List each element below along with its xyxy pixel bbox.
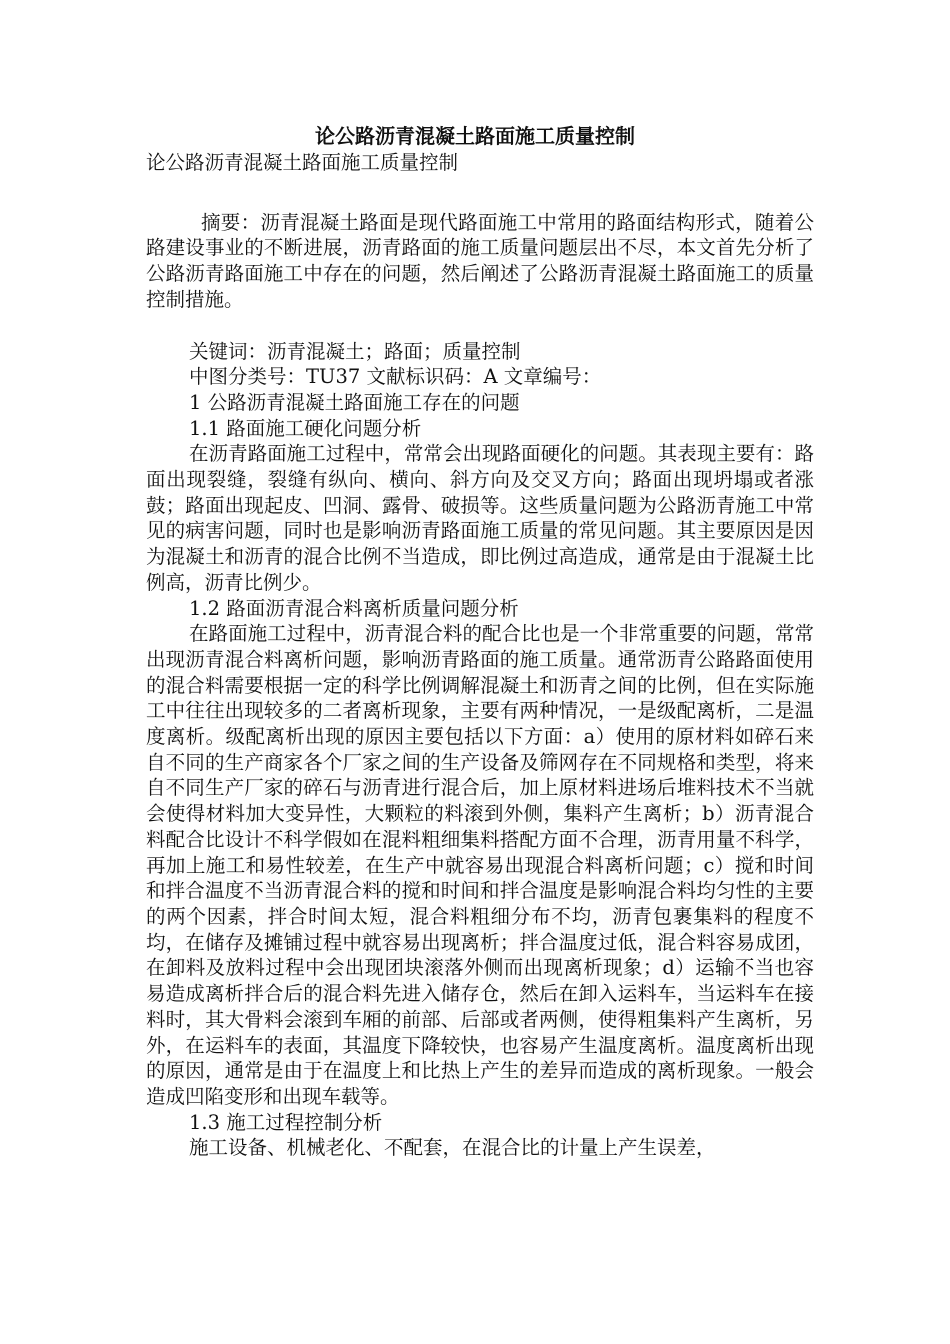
section-1-1-heading: 1.1 路面施工硬化问题分析 xyxy=(189,416,422,440)
document-title: 论公路沥青混凝土路面施工质量控制 xyxy=(315,124,635,148)
section-1-2-paragraph: 在路面施工过程中，沥青混合料的配合比也是一个非常重要的问题，常常出现沥青混合料离析问题，影响沥青路面的施工质量。通常沥青公路路面使用的混合料需要根据一定的科学比例调解混凝土和沥青之间的比例，但在实际施工中往往出现较多的二者离析现象，主要有两种情况，一是级配离析，二是温度离析。级配离析出现的原因主要包括以下方面：a）使用的原材料如碎石来自不同的生产商家各个厂家之间的生产设备及筛网存在不同规格和类型，将来自不同生产厂家的碎石与沥青进行混合后，加上原材料进场后堆料技术不当就会使得材料加大变异性，大颗粒的料滚到外侧，集料产生离析；b）沥青混合料配合比设计不科学假如在混料粗细集料搭配方面不合理，沥青用量不科学，再加上施工和易性较差，在生产中就容易出现混合料离析问题；c）搅和时间和拌合温度不当沥青混合料的搅和时间和拌合温度是影响混合料均匀性的主要的两个因素，拌合时间太短，混合料粗细分布不均，沥青包裹集料的程度不均，在储存及摊铺过程中就容易出现离析；拌合温度过低，混合料容易成团，在卸料及放料过程中会出现团块滚落外侧而出现离析现象；d）运输不当也容易造成离析拌合后的混合料先进入储存仓，然后在卸入运料车，当运料车在接料时，其大骨料会滚到车厢的前部、后部或者两侧，使得粗集料产生离析，另外，在运料车的表面，其温度下降较快，也容易产生温度离析。温度离析出现的原因，通常是由于在温度上和比热上产生的差异而造成的离析现象。一般会造成凹陷变形和出现车载等。 xyxy=(146,622,814,1108)
abstract-paragraph: 摘要：沥青混凝土路面是现代路面施工中常用的路面结构形式，随着公路建设事业的不断进展，沥青路面的施工质量问题层出不尽，本文首先分析了公路沥青路面施工中存在的问题，然后阐述了公路沥青混凝土路面施工的质量控制措施。 xyxy=(146,210,814,311)
section-1-1-paragraph: 在沥青路面施工过程中，常常会出现路面硬化的问题。其表现主要有：路面出现裂缝，裂缝有纵向、横向、斜方向及交叉方向；路面出现坍塌或者涨鼓；路面出现起皮、凹洞、露骨、破损等。这些质量问题为公路沥青施工中常见的病害问题，同时也是影响沥青路面施工质量的常见问题。其主要原因是因为混凝土和沥青的混合比例不当造成，即比例过高造成，通常是由于混凝土比例高，沥青比例少。 xyxy=(146,442,814,594)
document-subtitle: 论公路沥青混凝土路面施工质量控制 xyxy=(146,151,459,174)
section-1-3-heading: 1.3 施工过程控制分析 xyxy=(189,1110,383,1134)
classification-line: 中图分类号：TU37 文献标识码：A 文章编号： xyxy=(189,365,602,389)
keywords-line: 关键词：沥青混凝土；路面；质量控制 xyxy=(189,339,521,363)
section-1-2-heading: 1.2 路面沥青混合料离析质量问题分析 xyxy=(189,596,519,620)
section-1-heading: 1 公路沥青混凝土路面施工存在的问题 xyxy=(189,390,520,414)
spacer xyxy=(146,176,814,210)
section-1-3-paragraph: 施工设备、机械老化、不配套，在混合比的计量上产生误差， xyxy=(189,1136,716,1160)
document-body xyxy=(146,150,814,1161)
spacer xyxy=(146,313,814,339)
